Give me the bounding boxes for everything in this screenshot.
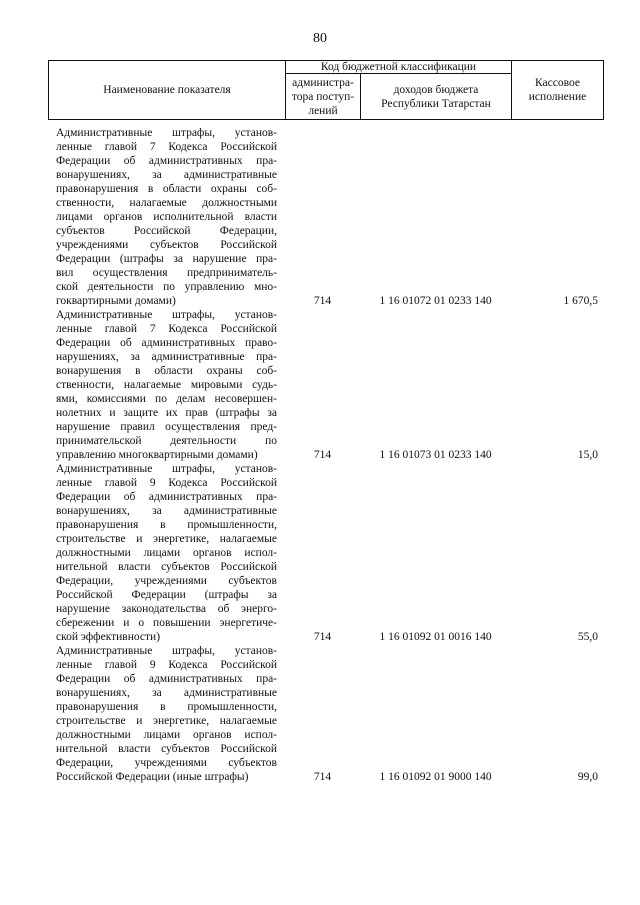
indicator-name-line: должностными лицами органов испол- bbox=[56, 729, 277, 741]
cash-execution-value: 15,0 bbox=[577, 449, 598, 461]
indicator-name-line: Российской Федерации (штрафы за bbox=[56, 589, 277, 601]
indicator-name-line: вонарушения в области охраны соб- bbox=[56, 365, 277, 377]
indicator-name-line: Федерации, учреждениями субъектов bbox=[56, 757, 277, 769]
administrator-code: 714 bbox=[313, 295, 332, 307]
header-income-line: Республики Татарстан bbox=[381, 97, 491, 110]
header-administrator-line: тора поступ- bbox=[291, 90, 355, 103]
indicator-name-line: Административные штрафы, установ- bbox=[56, 645, 277, 657]
header-administrator-line: администра- bbox=[292, 76, 354, 89]
indicator-name bbox=[56, 308, 277, 462]
indicator-name-line: нарушение правил осуществления пред- bbox=[56, 421, 277, 433]
indicator-name-line: правонарушения в области охраны соб- bbox=[56, 183, 277, 195]
indicator-name-line: Административные штрафы, установ- bbox=[56, 127, 277, 139]
indicator-name-line: Административные штрафы, установ- bbox=[56, 309, 277, 321]
administrator-code: 714 bbox=[313, 631, 332, 643]
indicator-name-line: ственности, налагаемые мировыми судь- bbox=[56, 379, 277, 391]
income-code: 1 16 01073 01 0233 140 bbox=[379, 449, 492, 461]
indicator-name-line: Федерации об административных пра- bbox=[56, 673, 277, 685]
indicator-name-line: вонарушениях, за административные bbox=[56, 505, 277, 517]
header-income-code bbox=[360, 73, 511, 120]
indicator-name-line: Федерации об административных пра- bbox=[56, 491, 277, 503]
indicator-name-line: нительной власти субъектов Российской bbox=[56, 561, 277, 573]
indicator-name-line: нарушениях, за административные пра- bbox=[56, 351, 277, 363]
indicator-name-line: субъектов Российской Федерации, bbox=[56, 225, 277, 237]
indicator-name-line: вил осуществления предприниматель- bbox=[56, 267, 277, 279]
indicator-name-line: ской эффективности) bbox=[56, 631, 161, 643]
indicator-name-line: принимательской деятельности по bbox=[56, 435, 277, 447]
indicator-name bbox=[56, 462, 277, 644]
header-indicator-name: Наименование показателя bbox=[48, 60, 285, 120]
income-code: 1 16 01092 01 9000 140 bbox=[379, 771, 492, 783]
indicator-name-line: лицами органов исполнительной власти bbox=[56, 211, 277, 223]
header-cash-execution bbox=[511, 60, 604, 120]
page-number: 80 bbox=[313, 31, 327, 46]
indicator-name-line: ями, комиссиями по делам несовершен- bbox=[56, 393, 277, 405]
indicator-name-line: строительстве и энергетике, налагаемые bbox=[56, 533, 277, 545]
indicator-name-line: учреждениями субъектов Российской bbox=[56, 239, 277, 251]
cash-execution-value: 99,0 bbox=[577, 771, 598, 783]
header-administrator bbox=[285, 73, 360, 120]
header-budget-code-group: Код бюджетной классификации bbox=[285, 60, 511, 73]
indicator-name-line: ской деятельности по управлению мно- bbox=[56, 281, 277, 293]
header-administrator-line: лений bbox=[308, 104, 338, 117]
indicator-name bbox=[56, 644, 277, 784]
indicator-name-line: управлению многоквартирными домами) bbox=[56, 449, 258, 461]
indicator-name-line: ственности, налагаемые должностными bbox=[56, 197, 277, 209]
indicator-name-line: гоквартирными домами) bbox=[56, 295, 176, 307]
indicator-name-line: вонарушениях, за административные bbox=[56, 687, 277, 699]
indicator-name-line: Административные штрафы, установ- bbox=[56, 463, 277, 475]
indicator-name-line: нолетних и защите их прав (штрафы за bbox=[56, 407, 277, 419]
administrator-code: 714 bbox=[313, 771, 332, 783]
indicator-name-line: сбережении и о повышении энергетиче- bbox=[56, 617, 277, 629]
indicator-name-line: ленные главой 9 Кодекса Российской bbox=[56, 659, 277, 671]
header-execution-line: Кассовое bbox=[535, 77, 580, 89]
indicator-name-line: Федерации (штрафы за нарушение пра- bbox=[56, 253, 277, 265]
cash-execution-value: 55,0 bbox=[577, 631, 598, 643]
indicator-name-line: Федерации об административных право- bbox=[56, 337, 277, 349]
table-header bbox=[48, 60, 604, 120]
indicator-name-line: правонарушения в промышленности, bbox=[56, 701, 277, 713]
indicator-name-line: ленные главой 9 Кодекса Российской bbox=[56, 477, 277, 489]
cash-execution-value: 1 670,5 bbox=[563, 295, 598, 307]
indicator-name-line: правонарушения в промышленности, bbox=[56, 519, 277, 531]
indicator-name-line: строительстве и энергетике, налагаемые bbox=[56, 715, 277, 727]
indicator-name-line: нительной власти субъектов Российской bbox=[56, 743, 277, 755]
indicator-name-line: ленные главой 7 Кодекса Российской bbox=[56, 141, 277, 153]
indicator-name-line: нарушение законодательства об энерго- bbox=[56, 603, 277, 615]
indicator-name-line: Российской Федерации (иные штрафы) bbox=[56, 771, 249, 783]
indicator-name-line: Федерации об административных пра- bbox=[56, 155, 277, 167]
indicator-name-line: вонарушениях, за административные bbox=[56, 169, 277, 181]
header-income-line: доходов бюджета bbox=[393, 83, 479, 96]
income-code: 1 16 01072 01 0233 140 bbox=[379, 295, 492, 307]
indicator-name-line: Федерации, учреждениями субъектов bbox=[56, 575, 277, 587]
income-code: 1 16 01092 01 0016 140 bbox=[379, 631, 492, 643]
administrator-code: 714 bbox=[313, 449, 332, 461]
indicator-name-line: должностными лицами органов испол- bbox=[56, 547, 277, 559]
indicator-name bbox=[56, 126, 277, 308]
header-execution-line: исполнение bbox=[528, 91, 587, 103]
indicator-name-line: ленные главой 7 Кодекса Российской bbox=[56, 323, 277, 335]
